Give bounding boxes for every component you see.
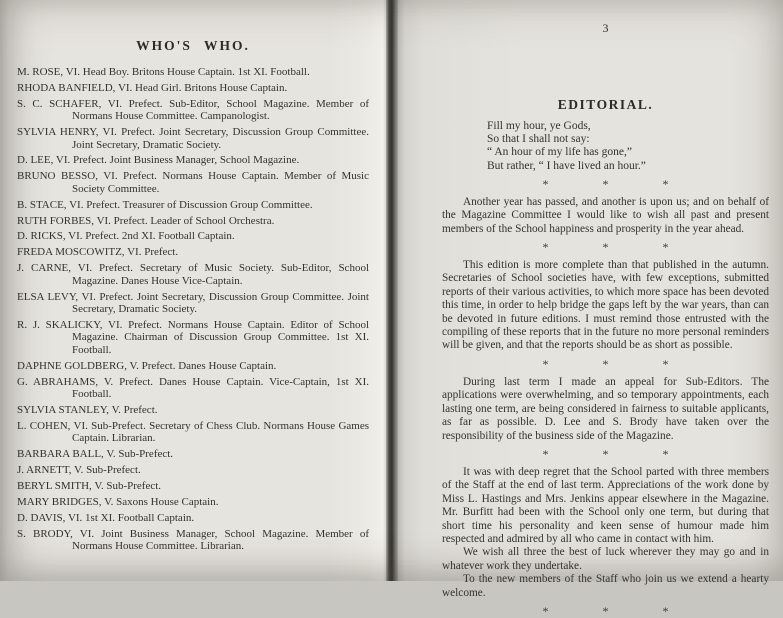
who-entry: FREDA MOSCOWITZ, VI. Prefect.: [17, 246, 179, 259]
asterisk-glyph: *: [542, 176, 549, 191]
who-entry: S. BRODY, VI. Joint Business Manager, School Magazine. Member of Normans House Committee. Librarian.: [17, 527, 369, 552]
who-entry: MARY BRIDGES, V. Saxons House Captain.: [17, 495, 219, 508]
who-entry: S. C. SCHAFER, VI. Prefect. Sub-Editor, School Magazine. Member of Normans House Committee. Campanologist.: [17, 97, 369, 123]
asterisk-glyph: *: [662, 446, 669, 461]
editorial-paragraph: We wish all three the best of luck wherever they may go and in whatever work they undertake.: [442, 546, 769, 572]
poem-line: Fill my hour, ye Gods,: [487, 120, 591, 132]
who-entry: J. ARNETT, V. Sub-Prefect.: [17, 463, 141, 476]
who-entry: D. DAVIS, VI. 1st XI. Football Captain.: [17, 511, 195, 524]
right-page: [398, 0, 783, 618]
poem-line: But rather, “ I have lived an hour.”: [487, 159, 646, 172]
asterisk-glyph: *: [662, 356, 669, 371]
asterisk-glyph: *: [542, 446, 549, 461]
editorial-paragraph: Another year has passed, and another is upon us; and on behalf of the Magazine Committee I would like to wish all past and present members of the School happiness and prosperity in the year ahead.: [442, 195, 769, 235]
asterisk-glyph: *: [542, 240, 549, 255]
editorial-paragraph: During last term I made an appeal for Sub-Editors. The applications were overwhelming, and so temporary appointments, each lasting one term, are being considered in fairness to suitable applicants, as far as possible. D. Lee and S. Brody have taken over the responsibility of the business side of the Magazine.: [442, 375, 769, 442]
page-gutter: [386, 0, 398, 581]
editorial-poem: [487, 120, 769, 173]
asterisk-glyph: *: [602, 176, 609, 191]
who-entry: B. STACE, VI. Prefect. Treasurer of Discussion Group Committee.: [17, 198, 313, 211]
who-entry: BARBARA BALL, V. Sub-Prefect.: [17, 448, 174, 461]
asterisk-glyph: *: [602, 603, 609, 618]
asterisk-glyph: *: [602, 446, 609, 461]
asterisk-separator: [442, 358, 769, 370]
asterisk-glyph: *: [602, 240, 609, 255]
asterisk-glyph: *: [542, 356, 549, 371]
who-entry: D. RICKS, VI. Prefect. 2nd XI. Football Captain.: [17, 230, 235, 243]
editorial-paragraph: It was with deep regret that the School parted with three members of the Staff at the end of last term. Appreciations of the work done by Miss L. Hastings and Mrs. Jenkins appear elsewhere in the Magazine. Mr. Burfitt had been with the School only one term, but during that short time his personality and keen sense of humour made him respected and admired by all who came in contact with him.: [442, 465, 769, 545]
who-entry: M. ROSE, VI. Head Boy. Britons House Captain. 1st XI. Football.: [17, 66, 310, 78]
who-entry: R. J. SKALICKY, VI. Prefect. Normans House Captain. Editor of School Magazine. Chairman of Discussion Group Committee. 1st XI. Football.: [17, 318, 369, 356]
who-entry: RUTH FORBES, VI. Prefect. Leader of School Orchestra.: [17, 214, 275, 227]
asterisk-glyph: *: [662, 176, 669, 191]
who-entries: [17, 66, 369, 552]
who-entry: BRUNO BESSO, VI. Prefect. Normans House Captain. Member of Music Society Committee.: [17, 170, 369, 195]
asterisk-separator: [442, 241, 769, 253]
asterisk-glyph: *: [662, 240, 669, 255]
who-entry: J. CARNE, VI. Prefect. Secretary of Music Society. Sub-Editor, School Magazine. Danes House Vice-Captain.: [17, 262, 369, 287]
editorial-paragraph: To the new members of the Staff who join us we extend a hearty welcome.: [442, 573, 769, 599]
who-entry: DAPHNE GOLDBERG, V. Prefect. Danes House Captain.: [17, 359, 277, 372]
who-entry: ELSA LEVY, VI. Prefect. Joint Secretary, Discussion Group Committee. Joint Secretary, Dramatic Society.: [17, 290, 369, 315]
who-entry: BERYL SMITH, V. Sub-Prefect.: [17, 479, 162, 492]
who-entry: D. LEE, VI. Prefect. Joint Business Manager, School Magazine.: [17, 154, 300, 167]
asterisk-separator: [442, 448, 769, 460]
who-entry: L. COHEN, VI. Sub-Prefect. Secretary of Chess Club. Normans House Games Captain. Librarian.: [17, 419, 369, 445]
poem-line: So that I shall not say:: [487, 133, 590, 146]
page-number: 3: [602, 21, 609, 35]
who-entry: SYLVIA HENRY, VI. Prefect. Joint Secretary, Discussion Group Committee. Joint Secretary, Dramatic Society.: [17, 126, 369, 151]
asterisk-glyph: *: [662, 603, 669, 618]
who-entry: RHODA BANFIELD, VI. Head Girl. Britons House Captain.: [17, 81, 288, 94]
asterisk-separator: [442, 178, 769, 190]
asterisk-glyph: *: [542, 603, 549, 618]
who-entry: SYLVIA STANLEY, V. Prefect.: [17, 403, 158, 416]
poem-line: “ An hour of my life has gone,”: [487, 146, 632, 159]
asterisk-glyph: *: [602, 356, 609, 371]
asterisk-separator: [442, 605, 769, 617]
left-page: [0, 0, 386, 581]
who-entry: G. ABRAHAMS, V. Prefect. Danes House Captain. Vice-Captain, 1st XI. Football.: [17, 375, 369, 400]
editorial-title: EDITORIAL.: [557, 97, 654, 112]
editorial-paragraph: This edition is more complete than that published in the autumn. Secretaries of School societies have, with few exceptions, submitted reports of their various activities, to which more space has been devoted this time, in order to help bridge the gaps left by the war years, than can be devoted in future editions. I must remind those entrusted with the compiling of these reports that in the future no more personal reminders will be given, and that the reports should be as short as possible.: [442, 259, 769, 352]
who-title: WHO'S WHO.: [136, 38, 250, 53]
